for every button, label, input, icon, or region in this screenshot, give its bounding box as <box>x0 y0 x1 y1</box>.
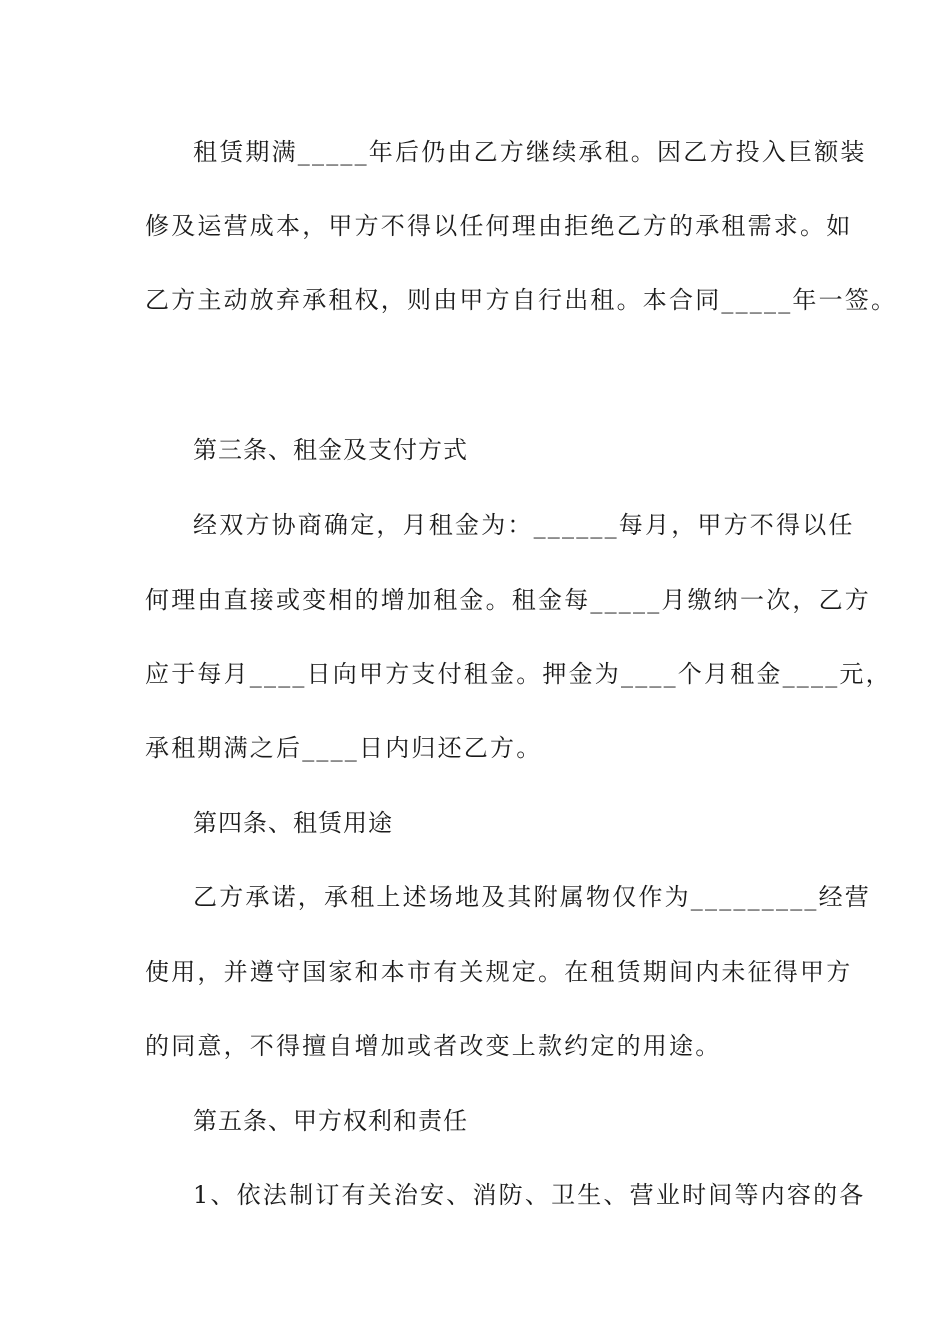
paragraph-line: 1、依法制订有关治安、消防、卫生、营业时间等内容的各 <box>193 1181 866 1209</box>
paragraph-line: 何理由直接或变相的增加租金。租金每_____月缴纳一次，乙方 <box>145 586 871 614</box>
section-heading-article-3: 第三条、租金及支付方式 <box>193 436 468 464</box>
paragraph-line: 乙方承诺，承租上述场地及其附属物仅作为_________经营 <box>193 883 871 911</box>
paragraph-line: 修及运营成本，甲方不得以任何理由拒绝乙方的承租需求。如 <box>145 212 853 240</box>
paragraph-line: 乙方主动放弃承租权，则由甲方自行出租。本合同_____年一签。 <box>145 286 898 314</box>
paragraph-line: 的同意，不得擅自增加或者改变上款约定的用途。 <box>145 1032 722 1060</box>
paragraph-line: 使用，并遵守国家和本市有关规定。在租赁期间内未征得甲方 <box>145 958 853 986</box>
paragraph-line: 应于每月____日向甲方支付租金。押金为____个月租金____元， <box>145 660 892 688</box>
section-heading-article-4: 第四条、租赁用途 <box>193 809 393 837</box>
section-heading-article-5: 第五条、甲方权利和责任 <box>193 1107 468 1135</box>
paragraph-line: 承租期满之后____日内归还乙方。 <box>145 734 543 762</box>
paragraph-line: 租赁期满_____年后仍由乙方继续承租。因乙方投入巨额装 <box>193 138 867 166</box>
paragraph-line: 经双方协商确定，月租金为：______每月，甲方不得以任 <box>193 511 855 539</box>
